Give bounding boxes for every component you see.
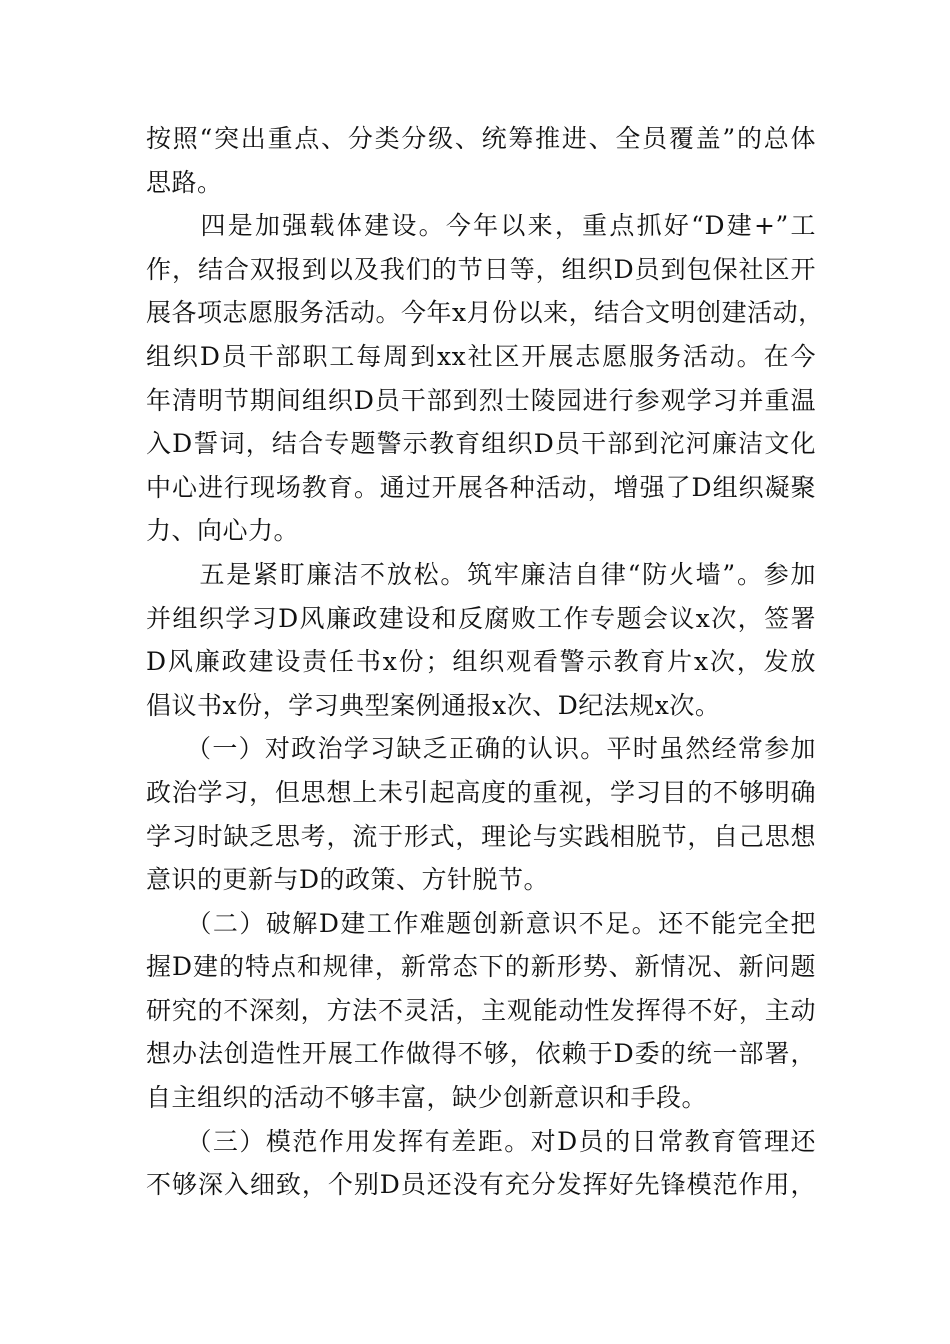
text-line: 学习时缺乏思考，流于形式，理论与实践相脱节，自己思想 — [146, 821, 816, 851]
text-line: （二）破解D建工作难题创新意识不足。还不能完全把 — [146, 908, 816, 938]
text-line: 想办法创造性开展工作做得不够，依赖于D委的统一部署， — [146, 1039, 816, 1069]
text-line: 组织D员干部职工每周到xx社区开展志愿服务活动。在今 — [146, 341, 816, 371]
text-line: （一）对政治学习缺乏正确的认识。平时虽然经常参加 — [146, 734, 816, 764]
text-line: 力、向心力。 — [146, 516, 300, 546]
text-line: D风廉政建设责任书x份；组织观看警示教育片x次，发放 — [146, 647, 816, 677]
text-line: 思路。 — [146, 167, 223, 197]
text-line: 研究的不深刻，方法不灵活，主观能动性发挥得不好，主动 — [146, 995, 816, 1025]
text-line: 自主组织的活动不够丰富，缺少创新意识和手段。 — [146, 1083, 708, 1113]
text-line: （三）模范作用发挥有差距。对D员的日常教育管理还 — [146, 1126, 816, 1156]
document-body — [146, 117, 824, 1207]
text-line: 五是紧盯廉洁不放松。筑牢廉洁自律“防火墙”。参加 — [146, 559, 816, 589]
text-line: 展各项志愿服务活动。今年x月份以来，结合文明创建活动， — [146, 298, 824, 328]
text-line: 意识的更新与D的政策、方针脱节。 — [146, 865, 550, 895]
text-line: 握D建的特点和规律，新常态下的新形势、新情况、新问题 — [146, 952, 816, 982]
text-line: 四是加强载体建设。今年以来，重点抓好“D建+”工 — [146, 211, 816, 241]
text-line: 作，结合双报到以及我们的节日等，组织D员到包保社区开 — [146, 254, 816, 284]
text-line: 并组织学习D风廉政建设和反腐败工作专题会议x次，签署 — [146, 603, 816, 633]
text-line: 入D誓词，结合专题警示教育组织D员干部到沱河廉洁文化 — [146, 429, 816, 459]
text-line: 政治学习，但思想上未引起高度的重视，学习目的不够明确 — [146, 777, 816, 807]
text-line: 年清明节期间组织D员干部到烈士陵园进行参观学习并重温 — [146, 385, 816, 415]
text-line: 中心进行现场教育。通过开展各种活动，增强了D组织凝聚 — [146, 472, 816, 502]
text-line: 倡议书x份，学习典型案例通报x次、D纪法规x次。 — [146, 690, 721, 720]
text-line: 按照“突出重点、分类分级、统筹推进、全员覆盖”的总体 — [146, 124, 816, 153]
text-line: 不够深入细致，个别D员还没有充分发挥好先锋模范作用， — [146, 1170, 816, 1200]
